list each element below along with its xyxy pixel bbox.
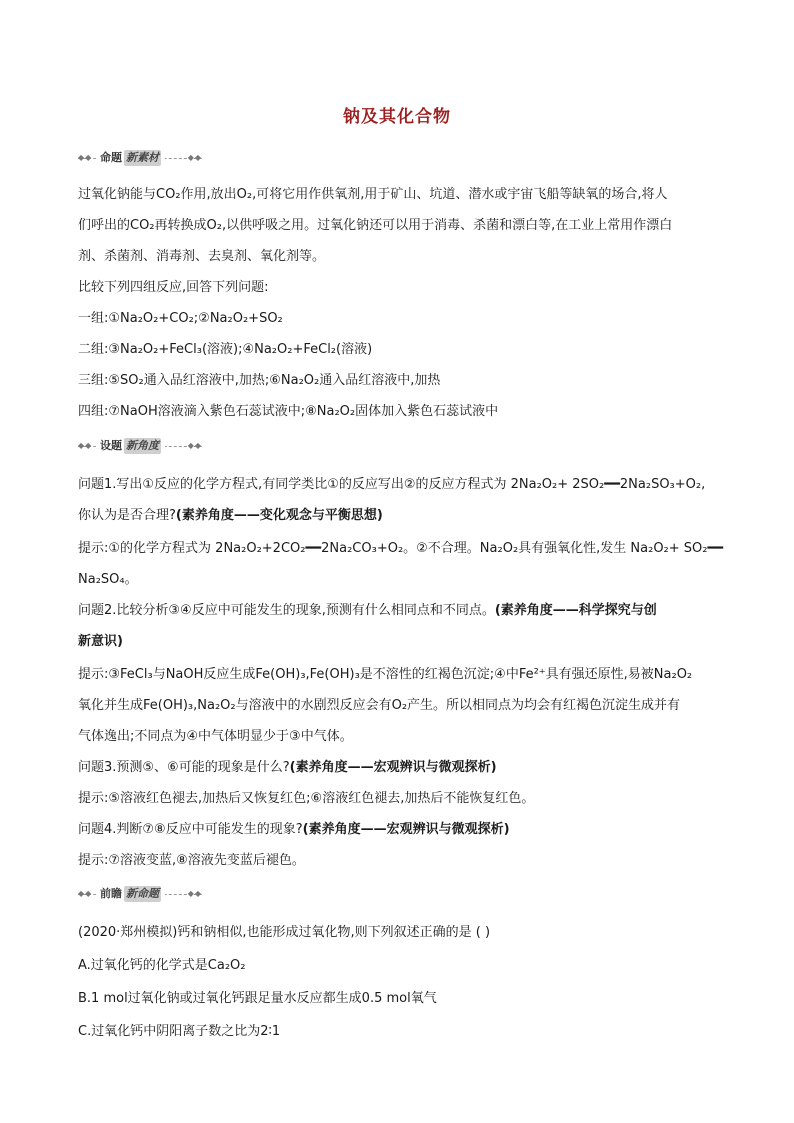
- intro-line-2: 们呼出的CO₂再转换成O₂,以供呼吸之用。过氧化钠还可以用于消毒、杀菌和漂白等,在工业上常用作漂白: [78, 218, 673, 233]
- banner-highlight: 新命题: [126, 887, 159, 900]
- banner-label: 前瞻 新命题: [96, 886, 165, 902]
- banner-ornament-left: ◆◆: [78, 889, 93, 898]
- hint-4: 提示:⑦溶液变蓝,⑧溶液先变蓝后褪色。: [78, 853, 305, 868]
- banner-ornament-left: ◆◆: [78, 153, 93, 162]
- question-3: 问题3.预测⑤、⑥可能的现象是什么?(素养角度——宏观辨识与微观探析): [78, 760, 497, 775]
- intro-line-3: 剂、杀菌剂、消毒剂、去臭剂、氧化剂等。: [78, 249, 326, 264]
- hint-2-line-2: 氧化并生成Fe(OH)₃,Na₂O₂与溶液中的水剧烈反应会有O₂产生。所以相同点为均会有红褐色沉淀生成并有: [78, 698, 681, 713]
- hint-1-line-1: 提示:①的化学方程式为 2Na₂O₂+2CO₂━━2Na₂CO₃+O₂。②不合理。Na₂O₂具有强氧化性,发生 Na₂O₂+ SO₂━━: [78, 541, 724, 556]
- literacy-tag: (素养角度——宏观辨识与微观探析): [289, 760, 497, 775]
- literacy-tag: (素养角度——宏观辨识与微观探析): [302, 822, 510, 837]
- mcq-stem: (2020·郑州模拟)钙和钠相似,也能形成过氧化物,则下列叙述正确的是 ( ): [78, 925, 491, 940]
- banner-highlight: 新角度: [126, 439, 159, 452]
- group-2: 二组:③Na₂O₂+FeCl₃(溶液);④Na₂O₂+FeCl₂(溶液): [78, 342, 373, 357]
- hint-2-line-1: 提示:③FeCl₃与NaOH反应生成Fe(OH)₃,Fe(OH)₃是不溶性的红褐色沉淀;④中Fe²⁺具有强还原性,易被Na₂O₂: [78, 667, 693, 682]
- group-1: 一组:①Na₂O₂+CO₂;②Na₂O₂+SO₂: [78, 311, 283, 326]
- literacy-tag: (素养角度——科学探究与创: [494, 603, 657, 618]
- hint-1-line-2: Na₂SO₄。: [78, 572, 138, 587]
- section-banner-preview: [78, 886, 202, 902]
- banner-ornament-right: ◆◆: [187, 153, 202, 162]
- banner-label: 设题 新角度: [96, 438, 165, 454]
- banner-highlight: 新素材: [126, 151, 159, 164]
- question-4: 问题4.判断⑦⑧反应中可能发生的现象?(素养角度——宏观辨识与微观探析): [78, 822, 510, 837]
- literacy-tag: (素养角度——变化观念与平衡思想): [175, 508, 383, 523]
- section-banner-topic: [78, 150, 202, 166]
- section-banner-questions: [78, 438, 202, 454]
- mcq-option-c: C.过氧化钙中阴阳离子数之比为2∶1: [78, 1024, 281, 1039]
- question-1-line-2: 你认为是否合理?(素养角度——变化观念与平衡思想): [78, 508, 383, 523]
- banner-ornament-right: ◆◆: [187, 441, 202, 450]
- question-1-line-1: 问题1.写出①反应的化学方程式,有同学类比①的反应写出②的反应方程式为 2Na₂O₂+ 2SO₂━━2Na₂SO₃+O₂,: [78, 477, 706, 492]
- hint-2-line-3: 气体逸出;不同点为④中气体明显少于③中气体。: [78, 729, 353, 744]
- mcq-option-b: B.1 mol过氧化钠或过氧化钙跟足量水反应都生成0.5 mol氧气: [78, 991, 437, 1006]
- question-2-line-2: 新意识): [78, 634, 123, 649]
- intro-line-1: 过氧化钠能与CO₂作用,放出O₂,可将它用作供氧剂,用于矿山、坑道、潜水或宇宙飞船等缺氧的场合,将人: [78, 187, 668, 202]
- banner-ornament-right: ◆◆: [187, 889, 202, 898]
- page-title: 钠及其化合物: [343, 107, 451, 127]
- mcq-option-a: A.过氧化钙的化学式是Ca₂O₂: [78, 958, 246, 973]
- banner-ornament-left: ◆◆: [78, 441, 93, 450]
- compare-prompt: 比较下列四组反应,回答下列问题:: [78, 280, 269, 295]
- banner-label: 命题 新素材: [96, 150, 165, 166]
- group-3: 三组:⑤SO₂通入品红溶液中,加热;⑥Na₂O₂通入品红溶液中,加热: [78, 373, 441, 388]
- hint-3: 提示:⑤溶液红色褪去,加热后又恢复红色;⑥溶液红色褪去,加热后不能恢复红色。: [78, 791, 535, 806]
- question-2-line-1: 问题2.比较分析③④反应中可能发生的现象,预测有什么相同点和不同点。(素养角度——科学探究与创: [78, 603, 657, 618]
- group-4: 四组:⑦NaOH溶液滴入紫色石蕊试液中;⑧Na₂O₂固体加入紫色石蕊试液中: [78, 404, 499, 419]
